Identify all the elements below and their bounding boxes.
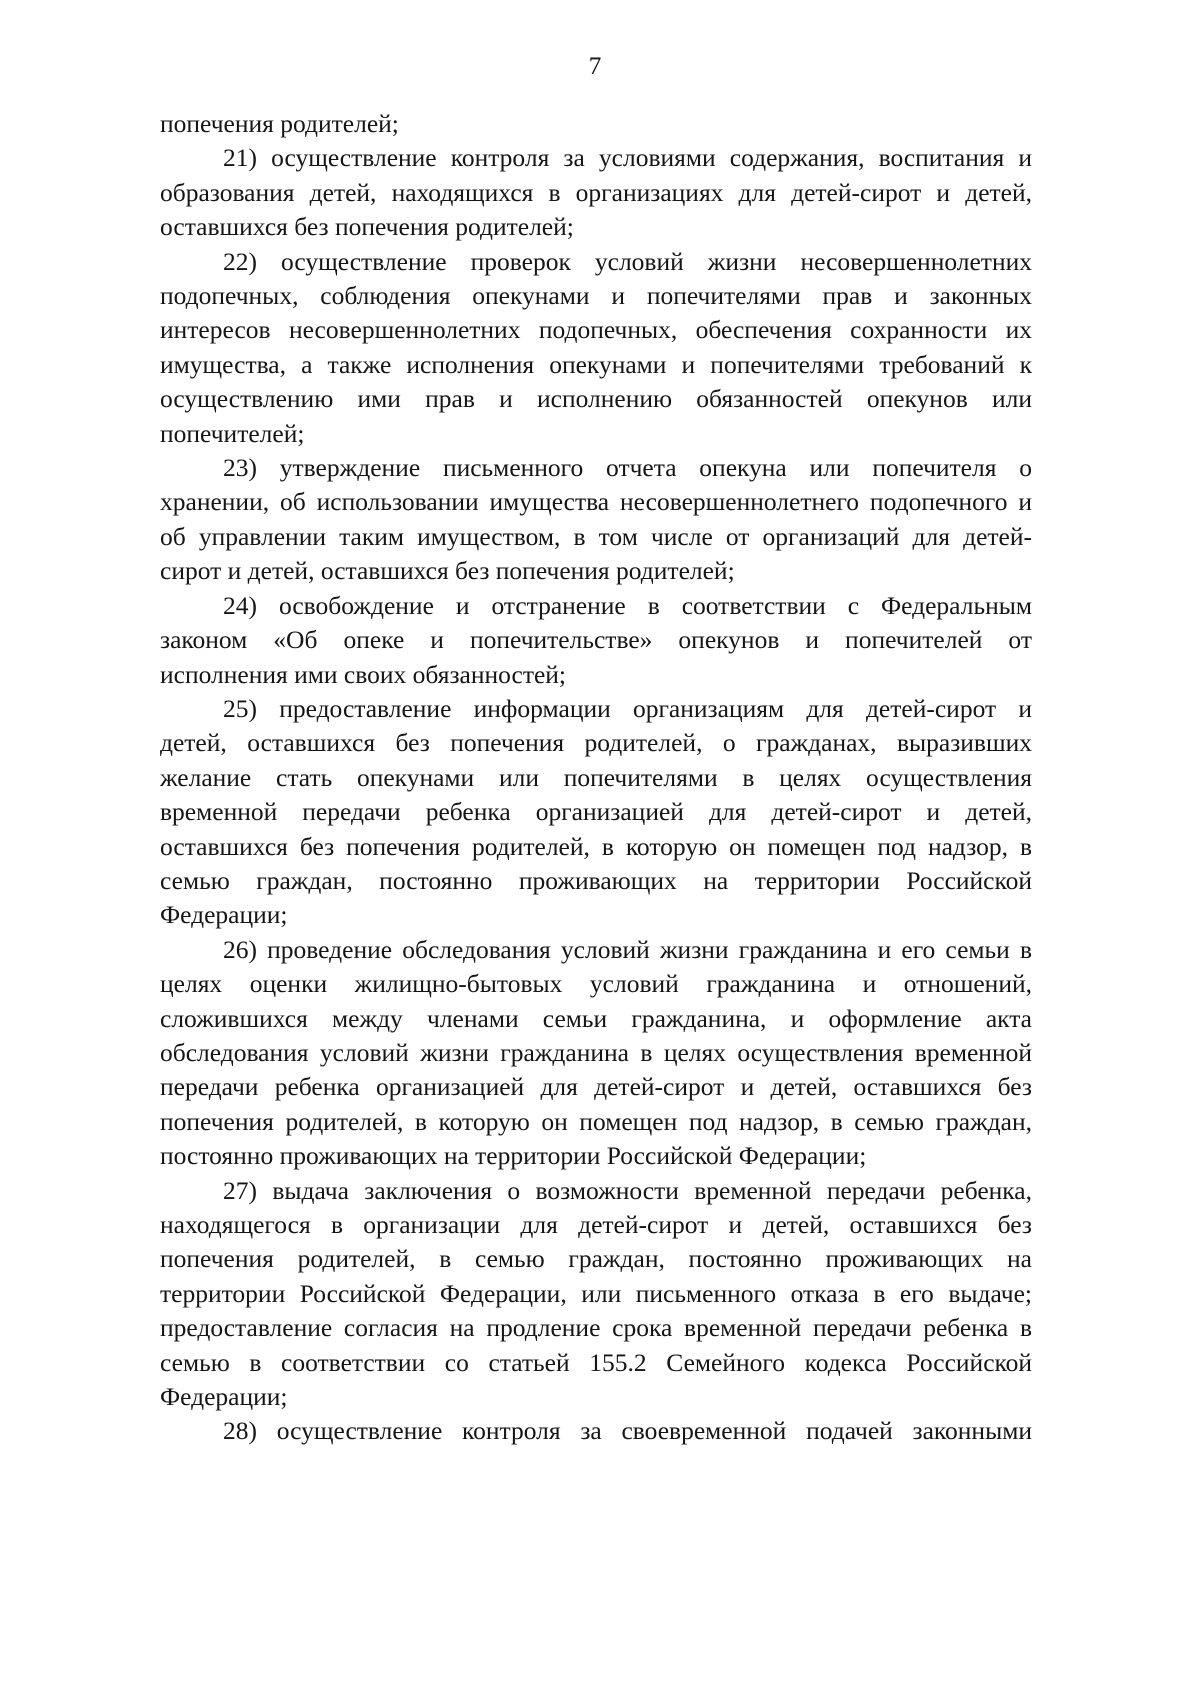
text-line: 24) освобождение и отстранение в соответствии с Федеральным [223, 590, 1032, 620]
text-line: 26) проведение обследования условий жизни гражданина и его семьи в [223, 934, 1032, 964]
text-line: детей, оставшихся без попечения родителей, о гражданах, выразивших [160, 728, 1032, 758]
list-item-26 [160, 933, 1032, 1174]
text-line: попечения родителей, в которую он помещен под надзор, в семью граждан, [160, 1106, 1032, 1136]
list-item-24 [160, 589, 1032, 692]
text-line: 23) утверждение письменного отчета опекуна или попечителя о [223, 453, 1032, 483]
text-line: целях оценки жилищно-бытовых условий гражданина и отношений, [160, 969, 1032, 999]
text-line: исполнения ими своих обязанностей; [160, 659, 567, 689]
text-line: попечителей; [160, 418, 305, 448]
list-item-21 [160, 141, 1032, 244]
text-line: хранении, об использовании имущества несовершеннолетнего подопечного и [160, 487, 1032, 517]
text-line: 28) осуществление контроля за своевременной подачей законными [223, 1416, 1032, 1446]
text-line: семью граждан, постоянно проживающих на территории Российской [160, 865, 1032, 895]
list-item-25 [160, 692, 1032, 933]
text-line: законом «Об опеке и попечительстве» опекунов и попечителей от [160, 625, 1032, 655]
text-line: обследования условий жизни гражданина в целях осуществления временной [160, 1037, 1032, 1067]
text-line: 22) осуществление проверок условий жизни несовершеннолетних [223, 246, 1032, 276]
list-item-27 [160, 1174, 1032, 1415]
text-line: попечения родителей, в семью граждан, постоянно проживающих на [160, 1244, 1032, 1274]
text-line: сложившихся между членами семьи гражданина, и оформление акта [160, 1003, 1032, 1033]
text-line: имущества, а также исполнения опекунами и попечителями требований к [160, 349, 1032, 379]
paragraph-continuation [160, 107, 1032, 141]
text-line: территории Российской Федерации, или письменного отказа в его выдаче; [160, 1278, 1032, 1308]
text-line: постоянно проживающих на территории Российской Федерации; [160, 1141, 867, 1171]
text-line: интересов несовершеннолетних подопечных, обеспечения сохранности их [160, 315, 1032, 345]
text-line: передачи ребенка организацией для детей-сирот и детей, оставшихся без [160, 1072, 1032, 1102]
text-line: осуществлению ими прав и исполнению обязанностей опекунов или [160, 384, 1032, 414]
page-number: 7 [588, 51, 602, 80]
text-line: оставшихся без попечения родителей; [160, 212, 574, 242]
document-body [160, 107, 1032, 1449]
text-line: подопечных, соблюдения опекунами и попечителями прав и законных [160, 281, 1032, 311]
text-line: попечения родителей; [160, 109, 399, 138]
list-item-28 [160, 1414, 1032, 1448]
list-item-23 [160, 451, 1032, 589]
text-line: 25) предоставление информации организациям для детей-сирот и [223, 693, 1032, 723]
text-line: желание стать опекунами или попечителями в целях осуществления [160, 762, 1032, 792]
text-line: 21) осуществление контроля за условиями содержания, воспитания и [223, 143, 1032, 173]
text-line: об управлении таким имуществом, в том числе от организаций для детей- [160, 521, 1032, 551]
text-line: образования детей, находящихся в организациях для детей-сирот и детей, [160, 177, 1032, 207]
text-line: семью в соответствии со статьей 155.2 Семейного кодекса Российской [160, 1347, 1032, 1377]
text-line: находящегося в организации для детей-сирот и детей, оставшихся без [160, 1210, 1032, 1239]
text-line: 27) выдача заключения о возможности временной передачи ребенка, [223, 1175, 1032, 1205]
list-item-22 [160, 245, 1032, 451]
text-line: сирот и детей, оставшихся без попечения родителей; [160, 556, 735, 586]
text-line: временной передачи ребенка организацией для детей-сирот и детей, [160, 797, 1032, 827]
text-line: предоставление согласия на продление срока временной передачи ребенка в [160, 1313, 1032, 1343]
text-line: оставшихся без попечения родителей, в которую он помещен под надзор, в [160, 831, 1032, 861]
text-line: Федерации; [160, 900, 288, 930]
text-line: Федерации; [160, 1382, 288, 1412]
